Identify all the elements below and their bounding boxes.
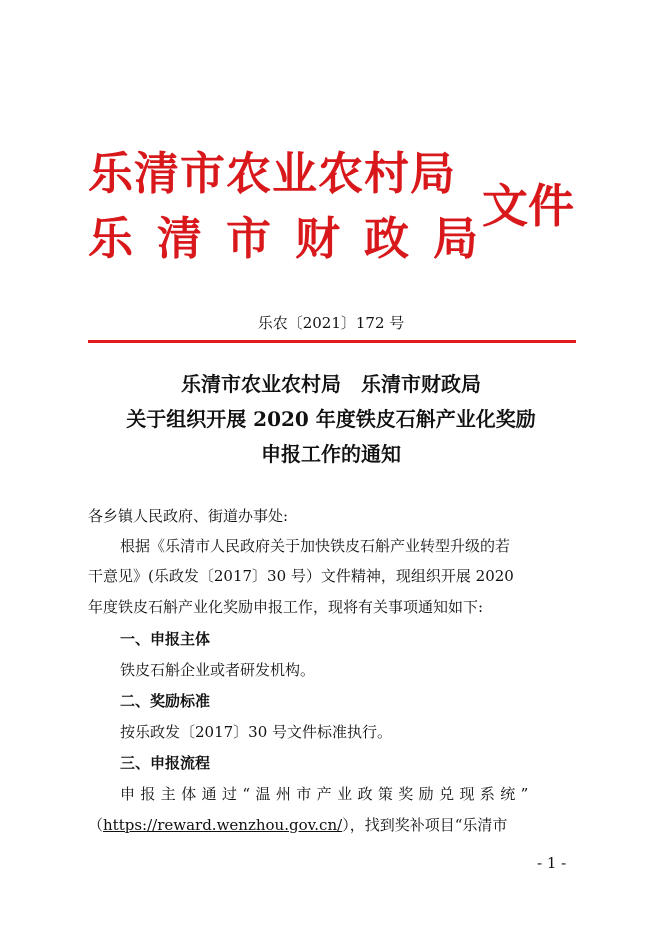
document-number: 乐农〔2021〕172 号 [257,314,405,332]
paragraph-2: 铁皮石斛企业或者研发机构。 [120,661,316,679]
issuer-line-2: 乐清市财政局 [88,212,503,265]
reward-system-link[interactable]: https://reward.wenzhou.gov.cn/ [103,816,343,834]
title-line-1: 乐清市农业农村局 乐清市财政局 [181,372,481,396]
paragraph-4-line-2-rest: ），找到奖补项目“乐清市 [342,816,508,834]
section-heading-2: 二、奖励标准 [120,692,211,710]
paragraph-4-open-paren: （ [88,816,104,834]
document-suffix: 文件 [482,179,574,233]
section-heading-1: 一、申报主体 [120,630,211,648]
paragraph-1-line-1: 根据《乐清市人民政府关于加快铁皮石斛产业转型升级的若 [120,537,511,555]
red-divider [88,340,576,343]
page-number: - 1 - [537,854,567,872]
issuer-line-1: 乐清市农业农村局 [88,147,457,200]
paragraph-1-line-3: 年度铁皮石斛产业化奖励申报工作，现将有关事项通知如下: [88,598,484,616]
salutation: 各乡镇人民政府、街道办事处: [88,507,289,525]
title-line-3: 申报工作的通知 [261,442,401,466]
title-line-2: 关于组织开展 2020 年度铁皮石斛产业化奖励 [126,407,536,431]
section-heading-3: 三、申报流程 [120,754,211,772]
paragraph-1-line-2: 干意见》(乐政发〔2017〕30 号）文件精神，现组织开展 2020 [88,567,514,585]
paragraph-3: 按乐政发〔2017〕30 号文件标准执行。 [120,723,393,741]
paragraph-4-line-2 [88,815,507,835]
paragraph-4-line-1: 申报主体通过“温州市产业政策奖励兑现系统” [120,785,534,803]
